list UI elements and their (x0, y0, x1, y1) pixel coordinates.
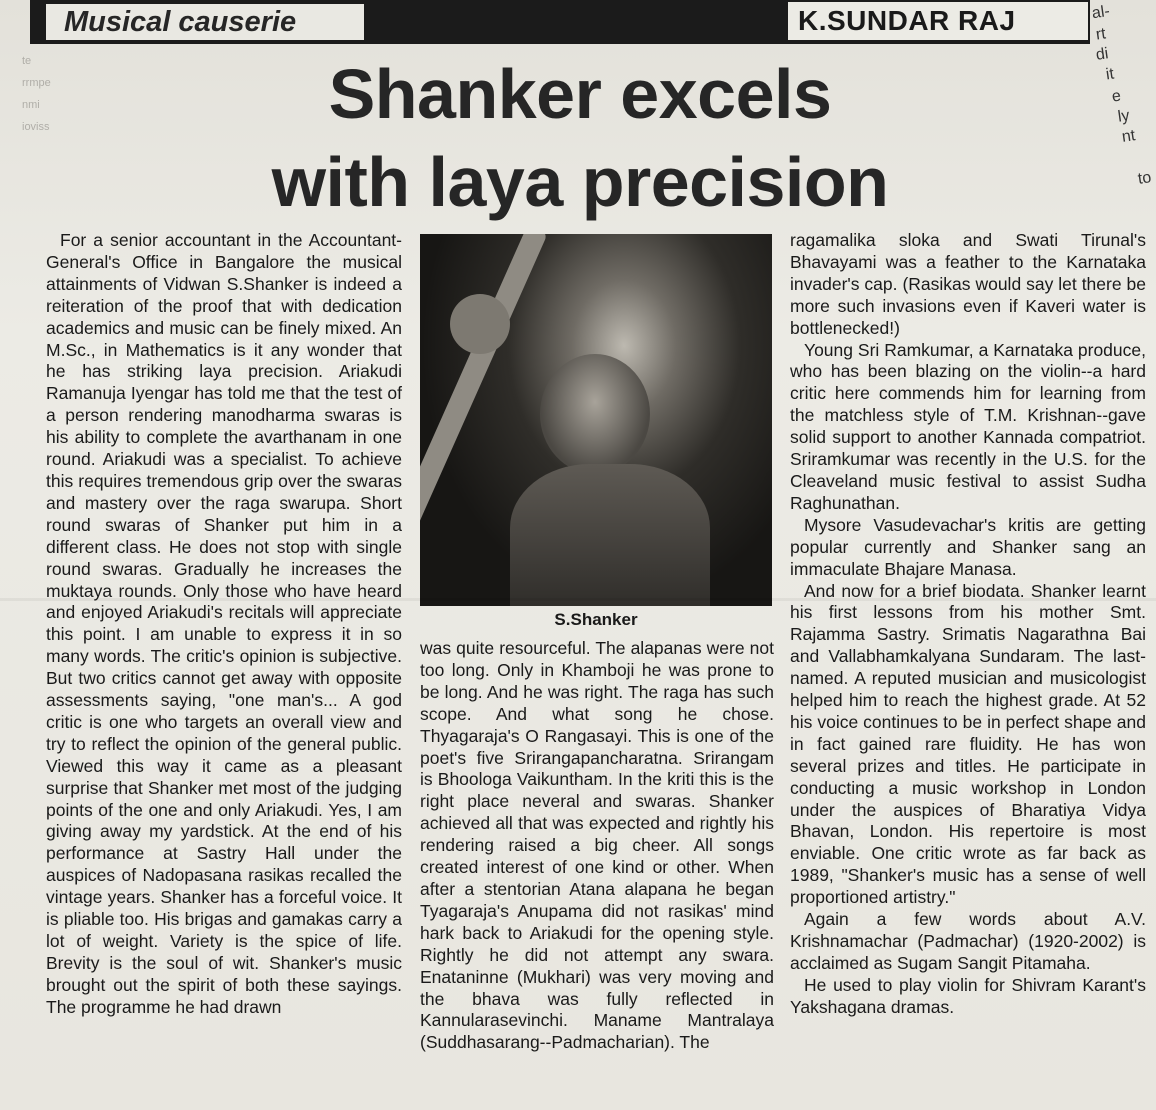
article-column-2 (420, 638, 774, 1054)
faded-fragment: rrmpe (22, 77, 51, 89)
torn-edge-text (1088, 0, 1156, 200)
byline: K.SUNDAR RAJ (788, 2, 1088, 40)
paper-fold-line (0, 598, 1156, 601)
edge-fragment: e (1110, 87, 1122, 106)
article-paragraph: was quite resourceful. The alapanas were not too long. Only in Khamboji he was prone to be long. And he was right. The raga has such scope. And what song he chose. Thyagaraja's O Rangasayi. This is one of the poet's five Srirangapancharatna. Srirangam is Bhoologa Vaikuntham. In the kriti this is the right place neveral and swaras. Shanker achieved all that was expected and rightly his rendering raised a big cheer. All songs created interest of one kind or other. When after a stentorian Atana alapana he began Tyagaraja's Anupama did not rasikas' mind hark back to Ariakudi for the opening style. Rightly he did not attempt any swara. Enataninne (Mukhari) was very moving and the bhava was fully reflected in Kannularasevinchi. Maname Mantralaya (Suddhasarang--Padmacharian). The (420, 638, 774, 1053)
headline-line-1: Shanker excels (328, 55, 832, 133)
article-paragraph: Again a few words about A.V. Krishnamachar (Padmachar) (1920-2002) is acclaimed as Sugam Sangit Pitamaha. (790, 909, 1146, 973)
edge-fragment: rt (1094, 25, 1107, 44)
article-paragraph: ragamalika sloka and Swati Tirunal's Bhavayami was a feather to the Karnataka invader's cap. (Rasikas would say let there be more such invasions even if Kaveri water is bottlenecked!) (790, 230, 1146, 338)
faded-fragment: te (22, 55, 32, 67)
headline-line-2: with laya precision (271, 143, 889, 221)
edge-fragment: ly (1116, 107, 1131, 126)
article-column-3 (790, 230, 1146, 1019)
headline (130, 50, 1030, 226)
edge-fragment: di (1094, 45, 1110, 64)
article-paragraph: And now for a brief biodata. Shanker learnt his first lessons from his mother Smt. Rajamma Sastry. Srimatis Nagarathna Bai and Vallabhamkalyana Sundaram. The last-named. A reputed musician and musicologist helped him to reach the highest grade. At 52 his voice continues to be in perfect shape and in fact gained rare fluidity. He has won several prizes and titles. He participate in conducting a music workshop in London under the auspices of Bharatiya Vidya Bhavan, London. His repertoire is most enviable. One critic wrote as far back as 1989, "Shanker's music has a sense of well proportioned artistry." (790, 580, 1146, 908)
faded-fragment: ioviss (22, 121, 50, 133)
edge-fragment: to (1136, 169, 1153, 188)
edge-fragment: al- (1090, 2, 1111, 23)
article-paragraph: He used to play violin for Shivram Karant's Yakshagana dramas. (790, 974, 1146, 1017)
article-paragraph: Young Sri Ramkumar, a Karnataka produce, who has been blazing on the violin--a hard critic here commends him for learning from the matchless style of T.M. Krishnan--gave solid support to another Kannada compatriot. Sriramkumar was recently in the U.S. for the Cleaveland music festival to assist Sudha Raghunathan. (790, 339, 1146, 513)
edge-fragment: it (1104, 65, 1116, 84)
faded-fragment: nmi (22, 99, 40, 111)
edge-fragment: nt (1120, 127, 1137, 146)
article-paragraph: For a senior accountant in the Accountant-General's Office in Bangalore the musical attainments of Vidwan S.Shanker is indeed a reiteration of the proof that with dedication academics and music can be finely mixed. An M.Sc., in Mathematics is it any wonder that he has striking laya precision. Ariakudi Ramanuja Iyengar has told me that the test of a person rendering manodharma swaras is his ability to complete the avarthanam in one round. Ariakudi was a specialist. To achieve this requires tremendous grip over the swaras and mastery over the raga swarupa. Short round swaras of Shanker put him in a different class. He does not stop with single round swaras. Gradually he increases the muktaya rounds. Only those who have heard and enjoyed Ariakudi's recitals will appreciate this point. I am unable to express it in so many words. The critic's opinion is subjective. But two critics cannot get away with opposite assessments saying, "one man's... A god critic is one who targets an overall view and try to reflect the opinion of the general public. Viewed this way it came as a pleasant surprise that Shanker met most of the judging points of the one and only Ariakudi. Yes, I am giving away my yardstick. At the end of his performance at Sastry Hall under the auspices of Nadopasana rasikas recalled the vintage years. Shanker has a forceful voice. It is pliable too. His brigas and gamakas carry a lot of weight. Variety is the spice of life. Brevity is the soul of wit. Shanker's music brought out the spirit of both these sayings. The programme he had drawn (46, 230, 402, 1017)
article-column-1 (46, 230, 402, 1019)
musician-photo (420, 234, 772, 606)
column-label: Musical causerie (46, 4, 364, 40)
article-paragraph: Mysore Vasudevachar's kritis are getting popular currently and Shanker sang an immaculate Bhajare Manasa. (790, 514, 1146, 579)
faded-neighbour-text (22, 50, 102, 180)
photo-caption: S.Shanker (554, 610, 638, 629)
